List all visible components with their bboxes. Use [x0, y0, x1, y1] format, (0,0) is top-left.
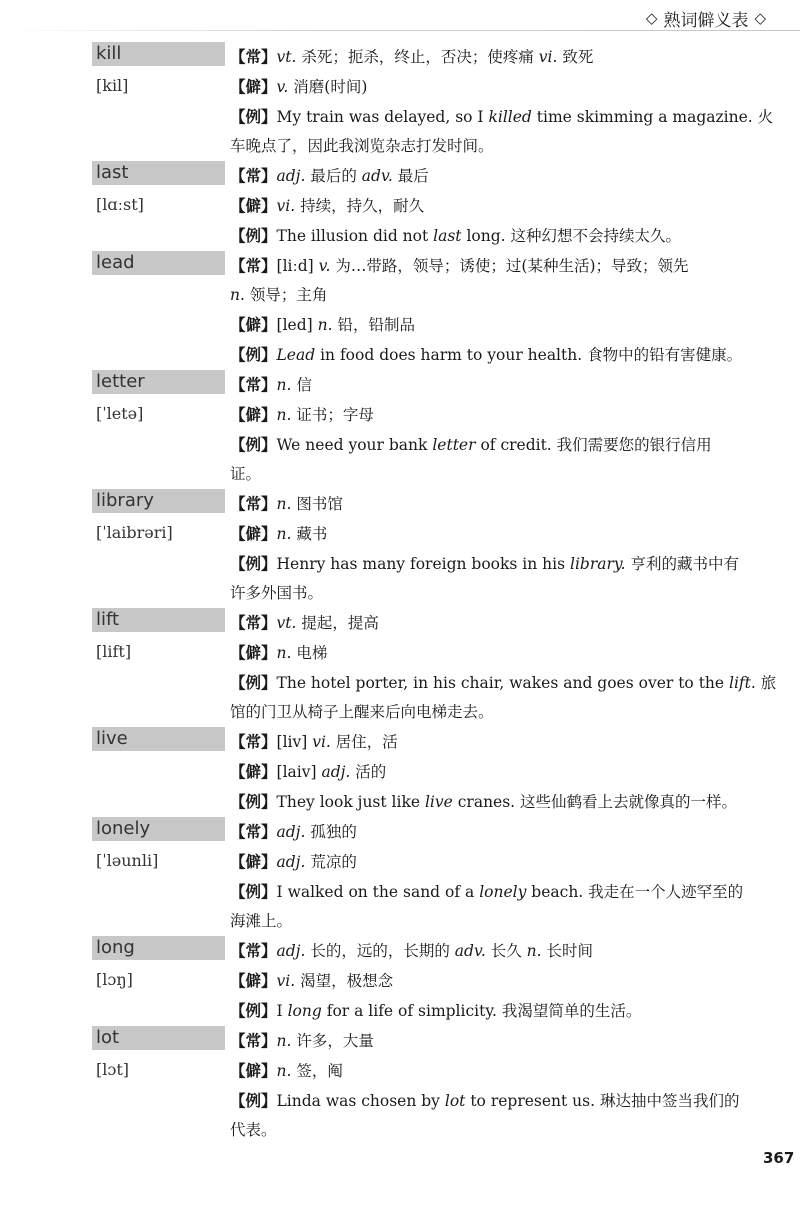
text-segment: n. [276, 1062, 292, 1080]
common-meaning [230, 727, 764, 757]
common-meaning [230, 608, 764, 638]
example-tag: 【例】 [230, 554, 277, 573]
diamond-icon: ◇ [754, 9, 766, 27]
text-segment: vt. [276, 48, 297, 66]
text-segment: lift. [729, 674, 756, 692]
text-segment: 长的，远的，长期的 [305, 942, 455, 960]
example-sentence [230, 1086, 764, 1116]
common-tag: 【常】 [230, 1031, 277, 1050]
example-sentence [230, 549, 764, 579]
rare-tag: 【僻】 [230, 762, 277, 781]
headword: live [92, 727, 225, 751]
text-segment: 居住，活 [330, 733, 398, 751]
text-segment: 孤独的 [305, 823, 357, 841]
rare-tag: 【僻】 [230, 196, 277, 215]
text-segment: n. [276, 376, 292, 394]
example-translation-cont: 海滩上。 [230, 912, 293, 930]
phonetic: [ˈləunli] [96, 851, 159, 870]
common-meaning [230, 1026, 764, 1056]
text-segment: 杀死；扼杀，终止，否决；使疼痛 [296, 48, 539, 66]
common-tag: 【常】 [230, 941, 277, 960]
text-segment: library. [569, 555, 626, 573]
text-segment: long. 这种幻想不会持续太久。 [461, 227, 682, 245]
rare-tag: 【僻】 [230, 971, 277, 990]
phonetic: [lɔt] [96, 1060, 129, 1079]
phonetic: [ˈletə] [96, 404, 144, 423]
text-segment: 消磨(时间) [288, 78, 368, 96]
text-segment: The illusion did not [276, 227, 434, 245]
example-sentence [230, 340, 764, 370]
common-tag: 【常】 [230, 732, 277, 751]
common-meaning [230, 251, 764, 281]
page-number: 367 [763, 1149, 795, 1167]
text-segment: last [433, 227, 462, 245]
text-segment: n. [276, 406, 292, 424]
text-segment: 信 [291, 376, 312, 394]
text-segment: 荒凉的 [305, 853, 357, 871]
text-segment: n. [276, 495, 292, 513]
text-segment: 长时间 [541, 942, 594, 960]
example-sentence [230, 877, 764, 907]
rare-tag: 【僻】 [230, 1061, 277, 1080]
dictionary-entry [0, 161, 800, 251]
rare-meaning [230, 1056, 764, 1086]
text-segment: 电梯 [291, 644, 328, 662]
text-segment: Linda was chosen by [276, 1092, 445, 1110]
text-segment: lonely [479, 883, 527, 901]
text-segment: lot [444, 1092, 466, 1110]
rare-tag: 【僻】 [230, 643, 277, 662]
text-segment: adj. [276, 942, 306, 960]
text-segment: adv. [454, 942, 486, 960]
example-sentence [230, 102, 774, 132]
text-segment: v. [318, 257, 331, 275]
text-segment: letter [432, 436, 476, 454]
dictionary-entry [0, 370, 800, 489]
phonetic: [lɔŋ] [96, 970, 133, 989]
text-segment: Lead [276, 346, 316, 364]
common-meaning [230, 42, 764, 72]
text-segment: vi. [276, 197, 296, 215]
text-segment: 长久 [485, 942, 527, 960]
rare-meaning [230, 638, 764, 668]
common-tag: 【常】 [230, 47, 277, 66]
headword: letter [92, 370, 225, 394]
text-segment: 旅 [755, 674, 777, 692]
dictionary-entry [0, 489, 800, 608]
dictionary-entry [0, 42, 800, 161]
text-segment: I walked on the sand of a [276, 883, 480, 901]
header-rule [0, 30, 800, 31]
text-segment: [laiv] [276, 763, 322, 781]
headword: lot [92, 1026, 225, 1050]
text-segment: n. [276, 1032, 292, 1050]
example-sentence [230, 787, 764, 817]
common-tag: 【常】 [230, 613, 277, 632]
text-segment: Henry has many foreign books in his [276, 555, 570, 573]
example-translation-cont: 许多外国书。 [230, 584, 324, 602]
text-segment: adj. [276, 823, 306, 841]
rare-meaning [230, 757, 764, 787]
rare-meaning [230, 966, 764, 996]
common-tag: 【常】 [230, 166, 277, 185]
example-tag: 【例】 [230, 673, 277, 692]
text-segment: vi. [312, 733, 331, 751]
example-tag: 【例】 [230, 792, 277, 811]
dictionary-entry [0, 608, 800, 727]
rare-tag: 【僻】 [230, 852, 277, 871]
text-segment: We need your bank [276, 436, 433, 454]
text-segment: long [287, 1002, 322, 1020]
common-tag: 【常】 [230, 375, 277, 394]
phonetic: [kil] [96, 76, 129, 95]
example-translation-cont: 代表。 [230, 1121, 277, 1139]
text-segment: in food does harm to your health. 食物中的铅有害健康。 [315, 346, 743, 364]
text-segment: beach. 我走在一个人迹罕至的 [526, 883, 744, 901]
example-translation-cont: 车晚点了，因此我浏览杂志打发时间。 [230, 137, 494, 155]
text-segment: adv. [361, 167, 393, 185]
example-tag: 【例】 [230, 1091, 277, 1110]
common-tag: 【常】 [230, 494, 277, 513]
text-segment: 提起，提高 [296, 614, 379, 632]
text-segment: 为…带路，领导；诱使；过(某种生活)；导致；领先 [330, 257, 689, 275]
diamond-icon: ◇ [645, 9, 658, 27]
example-tag: 【例】 [230, 1001, 277, 1020]
text-segment: adj. [276, 853, 306, 871]
text-segment: for a life of simplicity. 我渴望简单的生活。 [321, 1002, 642, 1020]
text-segment: vt. [276, 614, 297, 632]
headword: lift [92, 608, 225, 632]
common-meaning [230, 161, 764, 191]
rare-meaning [230, 519, 764, 549]
example-translation-cont: 证。 [230, 465, 262, 483]
text-segment: n. [230, 286, 245, 304]
headword: library [92, 489, 225, 513]
text-segment: 证书；字母 [291, 406, 374, 424]
example-sentence [230, 668, 777, 698]
text-segment: n. [276, 525, 292, 543]
text-segment: 亨利的藏书中有 [625, 555, 739, 573]
text-segment: 图书馆 [291, 495, 343, 513]
dictionary-entry [0, 817, 800, 936]
rare-meaning [230, 72, 764, 102]
text-segment: vi. [276, 972, 296, 990]
text-segment: time skimming a magazine. 火 [531, 108, 774, 126]
common-tag: 【常】 [230, 822, 277, 841]
example-sentence [230, 430, 764, 460]
header-title: 熟词僻义表 [663, 10, 749, 31]
text-segment: adj. [321, 763, 351, 781]
text-segment: n. [317, 316, 333, 334]
dictionary-entry [0, 251, 800, 370]
text-segment: killed [488, 108, 532, 126]
example-sentence [230, 996, 764, 1026]
headword: long [92, 936, 225, 960]
text-segment: to represent us. 琳达抽中签当我们的 [465, 1092, 740, 1110]
dictionary-entry [0, 727, 800, 817]
dictionary-entry [0, 1026, 800, 1145]
headword: kill [92, 42, 225, 66]
text-segment: 活的 [350, 763, 387, 781]
headword: lead [92, 251, 225, 275]
text-segment: n. [276, 644, 292, 662]
text-segment: 持续，持久，耐久 [295, 197, 425, 215]
rare-tag: 【僻】 [230, 315, 277, 334]
rare-tag: 【僻】 [230, 524, 277, 543]
text-segment: I [276, 1002, 288, 1020]
headword: lonely [92, 817, 225, 841]
example-tag: 【例】 [230, 107, 277, 126]
text-segment: cranes. 这些仙鹤看上去就像真的一样。 [452, 793, 738, 811]
text-segment: They look just like [276, 793, 425, 811]
example-tag: 【例】 [230, 435, 277, 454]
text-segment: 铅，铅制品 [332, 316, 415, 334]
text-segment: v. [276, 78, 289, 96]
common-meaning-cont [230, 281, 764, 310]
text-segment: [liːd] [276, 257, 319, 275]
common-tag: 【常】 [230, 256, 277, 275]
text-segment: [led] [276, 316, 318, 334]
example-sentence [230, 221, 764, 251]
text-segment: 最后的 [305, 167, 362, 185]
rare-meaning [230, 400, 764, 430]
text-segment: 渴望，极想念 [295, 972, 394, 990]
phonetic: [lɑːst] [96, 195, 144, 214]
text-segment: n. [526, 942, 542, 960]
common-meaning [230, 817, 764, 847]
text-segment: vi. [538, 48, 558, 66]
rare-tag: 【僻】 [230, 77, 277, 96]
text-segment: 最后 [392, 167, 429, 185]
rare-meaning [230, 310, 764, 340]
running-header [640, 6, 772, 30]
entry-list [0, 42, 800, 1145]
text-segment: 致死 [557, 48, 594, 66]
text-segment: live [424, 793, 453, 811]
rare-meaning [230, 191, 764, 221]
phonetic: [ˈlaibrəri] [96, 523, 173, 542]
text-segment: of credit. 我们需要您的银行信用 [475, 436, 712, 454]
example-tag: 【例】 [230, 882, 277, 901]
example-tag: 【例】 [230, 345, 277, 364]
text-segment: 许多，大量 [291, 1032, 374, 1050]
text-segment: The hotel porter, in his chair, wakes and goes over to the [276, 674, 730, 692]
text-segment: 领导；主角 [244, 286, 328, 304]
common-meaning [230, 489, 764, 519]
example-tag: 【例】 [230, 226, 277, 245]
common-meaning [230, 370, 764, 400]
text-segment: 藏书 [291, 525, 328, 543]
text-segment: My train was delayed, so I [276, 108, 489, 126]
text-segment: adj. [276, 167, 306, 185]
rare-tag: 【僻】 [230, 405, 277, 424]
text-segment: [liv] [276, 733, 313, 751]
headword: last [92, 161, 225, 185]
text-segment: 签，阄 [291, 1062, 343, 1080]
common-meaning [230, 936, 764, 966]
example-translation-cont: 馆的门卫从椅子上醒来后向电梯走去。 [230, 703, 494, 721]
phonetic: [lift] [96, 642, 132, 661]
rare-meaning [230, 847, 764, 877]
dictionary-entry [0, 936, 800, 1026]
